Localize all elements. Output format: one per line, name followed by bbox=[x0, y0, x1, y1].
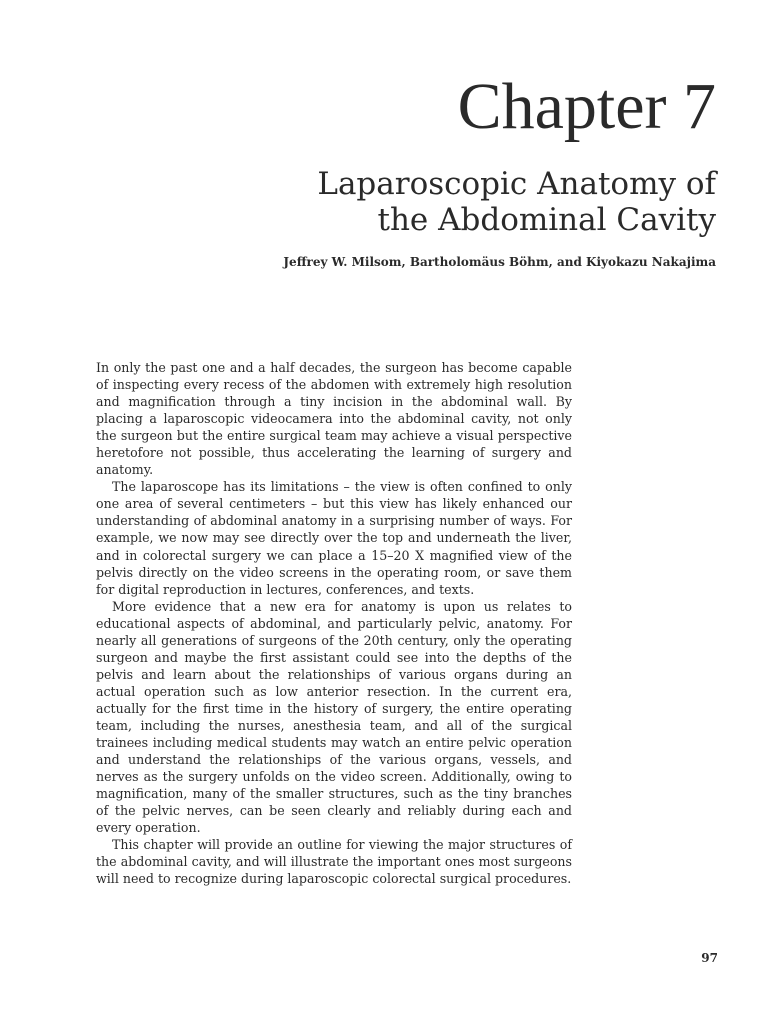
page-number: 97 bbox=[701, 951, 718, 965]
chapter-authors: Jeffrey W. Milsom, Bartholomäus Böhm, and Kiyokazu Nakajima bbox=[283, 255, 716, 269]
chapter-title-line-2: the Abdominal Cavity bbox=[377, 202, 716, 238]
paragraph: More evidence that a new era for anatomy is upon us relates to educational aspects of abdominal, and particularly pelvic, anatomy. For nearly all generations of surgeons of the 20th century, only the operating surgeon and maybe the first assistant could see into the depths of the pelvis and learn about the relationships of various organs during an actual operation such as low anterior resection. In the current era, actually for the first time in the history of surgery, the entire operating team, including the nurses, anesthesia team, and all of the surgical trainees including medical students may watch an entire pelvic operation and understand the relationships of the various organs, vessels, and nerves as the surgery unfolds on the video screen. Additionally, owing to magnification, many of the smaller structures, such as the tiny branches of the pelvic nerves, can be seen clearly and reliably during each and every operation. bbox=[96, 598, 572, 836]
chapter-heading: Chapter 7 bbox=[457, 70, 716, 143]
paragraph: In only the past one and a half decades, the surgeon has become capable of inspecting every recess of the abdomen with extremely high resolution and magnification through a tiny incision in the abdominal wall. By placing a laparoscopic videocamera into the abdominal cavity, not only the surgeon but the entire surgical team may achieve a visual perspective heretofore not possible, thus accelerating the learning of surgery and anatomy. bbox=[96, 360, 572, 478]
paragraph: The laparoscope has its limitations – the view is often confined to only one area of several centimeters – but this view has likely enhanced our understanding of abdominal anatomy in a surprising number of ways. For example, we now may see directly over the top and underneath the liver, and in colorectal surgery we can place a 15–20 X magnified view of the pelvis directly on the video screens in the operating room, or save them for digital reproduction in lectures, conferences, and texts. bbox=[96, 479, 572, 597]
paragraph: This chapter will provide an outline for viewing the major structures of the abdominal cavity, and will illustrate the important ones most surgeons will need to recognize during laparoscopic colorectal surgical procedures. bbox=[96, 837, 572, 887]
chapter-title bbox=[317, 166, 716, 238]
chapter-title-line-1: Laparoscopic Anatomy of bbox=[317, 166, 716, 202]
body-text bbox=[96, 359, 572, 887]
